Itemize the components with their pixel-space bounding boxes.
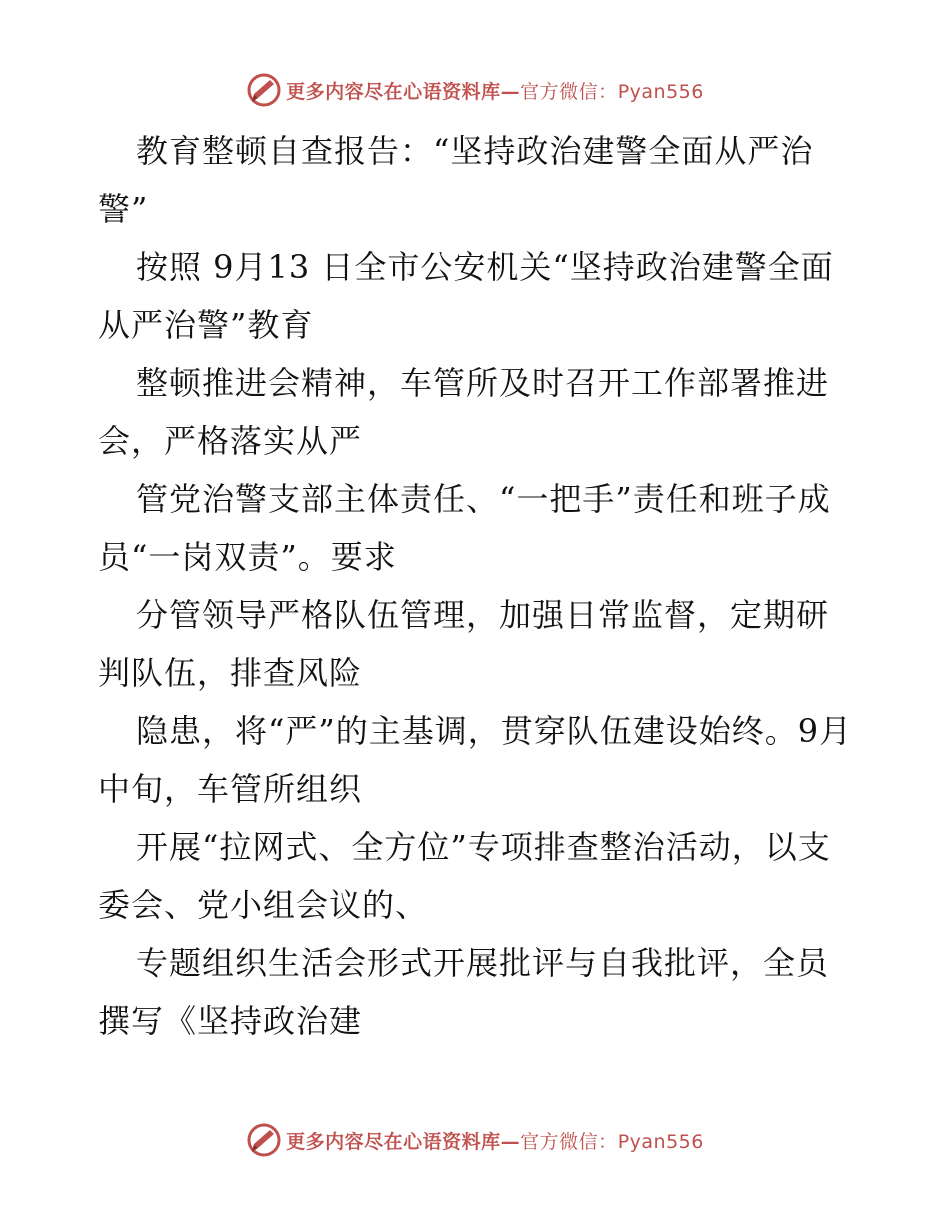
footer-banner	[0, 1120, 950, 1160]
banner-text: 更多内容尽在心语资料库—官方微信：Pyan556	[286, 80, 704, 103]
paragraph: 管党治警支部主体责任、“一把手”责任和班子成员“一岗双责”。要求	[98, 480, 831, 576]
paragraph: 开展“拉网式、全方位”专项排查整治活动，以支委会、党小组会议的、	[98, 828, 831, 924]
paragraph: 按照 9月13 日全市公安机关“坚持政治建警全面从严治警”教育	[98, 248, 834, 344]
paragraph: 教育整顿自查报告：“坚持政治建警全面从严治警”	[98, 132, 814, 228]
logo-icon	[246, 1122, 282, 1158]
paragraph: 分管领导严格队伍管理，加强日常监督，定期研判队伍，排查风险	[98, 596, 830, 692]
paragraph: 隐患，将“严”的主基调，贯穿队伍建设始终。9月中旬，车管所组织	[98, 712, 853, 808]
banner-text: 更多内容尽在心语资料库—官方微信：Pyan556	[286, 1130, 704, 1153]
document-body	[98, 122, 858, 1050]
paragraph: 专题组织生活会形式开展批评与自我批评，全员撰写《坚持政治建	[98, 944, 830, 1040]
logo-icon	[246, 72, 282, 108]
paragraph: 整顿推进会精神，车管所及时召开工作部署推进会，严格落实从严	[98, 364, 830, 460]
header-banner	[0, 70, 950, 110]
